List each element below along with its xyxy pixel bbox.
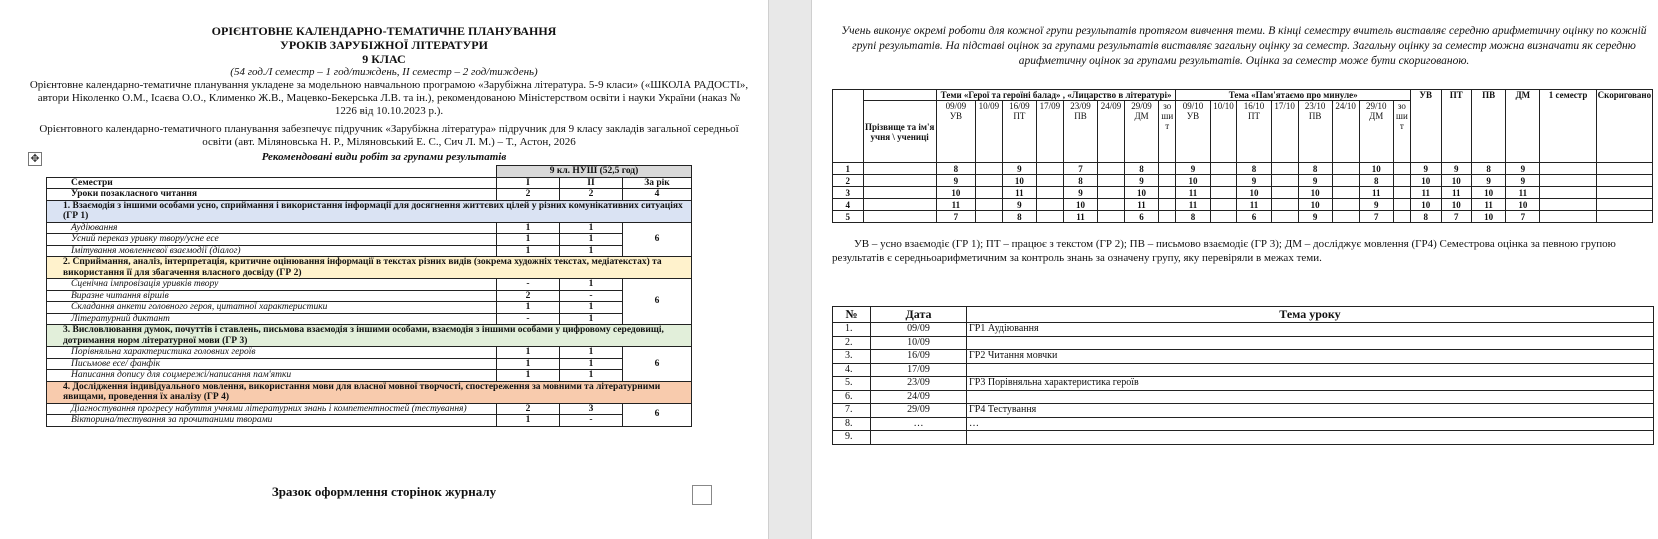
semester-grade-cell[interactable] xyxy=(1540,211,1596,223)
lesson-topic: … xyxy=(967,417,1654,431)
work-ii: 1 xyxy=(560,222,623,234)
grade-cell xyxy=(975,211,1002,223)
lesson-table xyxy=(832,306,1654,445)
dm-grade: 7 xyxy=(1506,211,1540,223)
grade-cell: 10 xyxy=(1298,187,1332,199)
grade-table-body xyxy=(833,163,1653,223)
col-adjusted: Скориговано xyxy=(1596,90,1652,163)
grade-theme-1: Теми «Герої та героїні балад» , «Лицарство в літературі» xyxy=(936,90,1176,101)
grade-cell xyxy=(1210,163,1237,175)
grade-theme-2: Тема «Пам'ятаємо про минуле» xyxy=(1176,90,1411,101)
col-semester-grade: 1 семестр xyxy=(1540,90,1596,163)
lesson-date: 10/09 xyxy=(871,336,967,350)
grade-row xyxy=(833,163,1653,175)
grade-cell xyxy=(1332,163,1359,175)
adjusted-grade-cell[interactable] xyxy=(1596,163,1652,175)
date-col: 17/09 xyxy=(1037,101,1064,163)
col-dm: ДМ xyxy=(1506,90,1540,163)
work-i: - xyxy=(497,313,560,325)
date-col: 29/10 ДМ xyxy=(1359,101,1393,163)
grade-cell: 7 xyxy=(1063,163,1097,175)
lesson-number: 5. xyxy=(833,377,871,391)
grade-row xyxy=(833,211,1653,223)
lesson-date: … xyxy=(871,417,967,431)
grade-cell xyxy=(1159,199,1176,211)
work-label: Діагностування прогресу набуття учнями літературних знань і компетентностей (тестування) xyxy=(47,403,497,415)
document-page-right xyxy=(812,0,1658,539)
student-name-cell[interactable] xyxy=(863,199,936,211)
work-label: Сценічна імпровізація уривків твору xyxy=(47,279,497,291)
grade-cell: 11 xyxy=(1176,199,1210,211)
col-date: Дата xyxy=(871,307,967,323)
grade-cell xyxy=(1098,163,1125,175)
grade-cell: 8 xyxy=(1359,175,1393,187)
reading-i: 2 xyxy=(497,189,560,201)
grade-cell: 11 xyxy=(1063,211,1097,223)
journal-sample-title: Зразок оформлення сторінок журналу xyxy=(271,484,497,499)
student-name-cell[interactable] xyxy=(863,187,936,199)
doc-subtitle: (54 год./І семестр – 1 год/тиждень, ІІ семестр – 2 год/тиждень) xyxy=(230,66,538,78)
work-i: 1 xyxy=(497,222,560,234)
lesson-row xyxy=(833,404,1654,418)
grade-cell xyxy=(1210,199,1237,211)
semester-grade-cell[interactable] xyxy=(1540,163,1596,175)
reading-year: 4 xyxy=(623,189,692,201)
grade-cell: 7 xyxy=(936,211,975,223)
textbook-paragraph: Орієнтовного календарно-тематичного планування забезпечує підручник «Зарубіжна література» підручник для 9 класу закладів загальної середньої освіти (авт. Міляновська Н. Р., Міляновський Е. С., Сич Л. М.) – Т., Астон, 2026 xyxy=(39,123,739,148)
pv-grade: 11 xyxy=(1472,199,1506,211)
dm-grade: 10 xyxy=(1506,199,1540,211)
grade-cell: 6 xyxy=(1237,211,1271,223)
dm-grade: 9 xyxy=(1506,175,1540,187)
grade-cell xyxy=(1037,175,1064,187)
grade-cell: 11 xyxy=(1176,187,1210,199)
table-resize-handle[interactable] xyxy=(692,485,712,505)
lesson-row xyxy=(833,377,1654,391)
grade-cell: 10 xyxy=(936,187,975,199)
lesson-number: 2. xyxy=(833,336,871,350)
grade-cell xyxy=(1393,175,1410,187)
grade-cell xyxy=(975,175,1002,187)
grade-cell: 10 xyxy=(1298,199,1332,211)
grade-cell: 8 xyxy=(1124,163,1158,175)
lesson-row xyxy=(833,363,1654,377)
pv-grade: 10 xyxy=(1472,211,1506,223)
col-pv: ПВ xyxy=(1472,90,1506,163)
uv-grade: 8 xyxy=(1410,211,1441,223)
grade-cell: 8 xyxy=(1002,211,1036,223)
grade-cell: 10 xyxy=(1124,187,1158,199)
reading-ii: 2 xyxy=(560,189,623,201)
table-move-handle-icon[interactable]: ✥ xyxy=(28,152,42,166)
works-table xyxy=(46,165,692,427)
grade-cell xyxy=(975,163,1002,175)
lesson-topic xyxy=(967,390,1654,404)
lesson-date xyxy=(871,431,967,445)
grade-cell xyxy=(1332,175,1359,187)
grade-cell xyxy=(1210,175,1237,187)
semester-grade-cell[interactable] xyxy=(1540,175,1596,187)
date-col: 16/10 ПТ xyxy=(1237,101,1271,163)
work-i: 2 xyxy=(497,403,560,415)
lesson-row xyxy=(833,323,1654,337)
lesson-topic: ГР1 Аудіювання xyxy=(967,323,1654,337)
grade-cell: 9 xyxy=(1359,199,1393,211)
lesson-date: 29/09 xyxy=(871,404,967,418)
grade-cell xyxy=(1393,187,1410,199)
grade-cell xyxy=(1098,187,1125,199)
work-ii: 3 xyxy=(560,403,623,415)
pt-grade: 7 xyxy=(1441,211,1472,223)
adjusted-grade-cell[interactable] xyxy=(1596,187,1652,199)
grade-cell: 9 xyxy=(1063,187,1097,199)
row-number: 3 xyxy=(833,187,864,199)
lesson-topic: ГР3 Порівняльна характеристика героїв xyxy=(967,377,1654,391)
grade-cell xyxy=(1271,175,1298,187)
work-label: Письмове есе/ фанфік xyxy=(47,358,497,370)
work-ii: 1 xyxy=(560,347,623,359)
work-i: 1 xyxy=(497,347,560,359)
work-label: Складання анкети головного героя, цитатної характеристики xyxy=(47,302,497,314)
lesson-number: 1. xyxy=(833,323,871,337)
grade-cell xyxy=(1332,187,1359,199)
pt-grade: 9 xyxy=(1441,163,1472,175)
grade-cell: 8 xyxy=(1176,211,1210,223)
lesson-row xyxy=(833,350,1654,364)
grade-cell xyxy=(1159,187,1176,199)
work-label: Виразне читання віршів xyxy=(47,290,497,302)
grade-cell: 11 xyxy=(1237,199,1271,211)
grade-cell: 9 xyxy=(1002,163,1036,175)
group-year: 6 xyxy=(623,222,692,257)
grade-cell xyxy=(1332,211,1359,223)
grade-cell: 11 xyxy=(1359,187,1393,199)
work-i: 1 xyxy=(497,245,560,257)
reading-label: Уроки позакласного читання xyxy=(47,189,497,201)
lesson-date: 23/09 xyxy=(871,377,967,391)
work-ii: 1 xyxy=(560,302,623,314)
work-ii: - xyxy=(560,415,623,427)
lesson-row xyxy=(833,390,1654,404)
grade-cell xyxy=(1098,199,1125,211)
grade-cell xyxy=(1210,187,1237,199)
work-i: - xyxy=(497,279,560,291)
grade-cell: 6 xyxy=(1124,211,1158,223)
date-col: 10/09 xyxy=(975,101,1002,163)
grade-cell: 9 xyxy=(936,175,975,187)
grade-cell: 9 xyxy=(1176,163,1210,175)
work-ii: 1 xyxy=(560,358,623,370)
adjusted-grade-cell[interactable] xyxy=(1596,199,1652,211)
dm-grade: 9 xyxy=(1506,163,1540,175)
grade-cell: 10 xyxy=(1359,163,1393,175)
group-4-title: 4. Дослідження індивідуального мовлення, використання мови для власної мовної творчості, спостереження за мовними та літературними явищами, проведення їх аналізу (ГР 4) xyxy=(47,381,692,403)
grade-cell xyxy=(1037,163,1064,175)
lesson-row xyxy=(833,417,1654,431)
group-year: 6 xyxy=(623,403,692,426)
pv-grade: 9 xyxy=(1472,175,1506,187)
group-1-title: 1. Взаємодія з іншими особами усно, сприймання і використання інформації для досягнення життєвих цілей у різних комунікативних ситуаціях (ГР 1) xyxy=(47,200,692,222)
lesson-topic xyxy=(967,431,1654,445)
work-ii: 1 xyxy=(560,234,623,246)
grade-cell: 9 xyxy=(1002,199,1036,211)
pt-grade: 10 xyxy=(1441,199,1472,211)
date-col: 23/09 ПВ xyxy=(1063,101,1097,163)
grade-cell xyxy=(1037,199,1064,211)
grade-row xyxy=(833,175,1653,187)
group-2-title: 2. Сприймання, аналіз, інтерпретація, критичне оцінювання інформації в текстах різних видів (зокрема художніх текстах, медіатекстах) та використання її для збагачення власного досвіду (ГР 2) xyxy=(47,257,692,279)
grade-cell: 9 xyxy=(1237,175,1271,187)
grade-cell xyxy=(975,199,1002,211)
work-label: Порівняльна характеристика головних героїв xyxy=(47,347,497,359)
grade-cell xyxy=(1159,175,1176,187)
grade-cell: 8 xyxy=(1298,163,1332,175)
group-year: 6 xyxy=(623,279,692,325)
group-year: 6 xyxy=(623,347,692,382)
grade-cell xyxy=(1098,175,1125,187)
adjusted-grade-cell[interactable] xyxy=(1596,211,1652,223)
grade-cell xyxy=(1393,199,1410,211)
grade-cell xyxy=(1271,187,1298,199)
grade-cell: 10 xyxy=(1063,199,1097,211)
document-page-left xyxy=(0,0,768,539)
grade-cell: 7 xyxy=(1359,211,1393,223)
uv-grade: 10 xyxy=(1410,199,1441,211)
work-label: Аудіювання xyxy=(47,222,497,234)
work-i: 1 xyxy=(497,358,560,370)
lesson-topic: ГР2 Читання мовчки xyxy=(967,350,1654,364)
lesson-row xyxy=(833,336,1654,350)
row-number: 2 xyxy=(833,175,864,187)
student-name-cell[interactable] xyxy=(863,211,936,223)
work-label: Написання допису для соцмережі/написання пам'ятки xyxy=(47,370,497,382)
student-name-cell[interactable] xyxy=(863,163,936,175)
intro-paragraph: Орієнтовне календарно-тематичне планування укладене за модельною навчальною програмою «Зарубіжна література. 5-9 класи» («ШКОЛА РАДОСТІ», автори Ніколенко О.М., Ісаєва О.О., Клименко Ж.В., Мацевко-Бекерська Л.В. та ін.), рекомендованою Міністерством освіти і науки України (наказ № 1226 від 10.10.2023 р.). xyxy=(29,79,749,117)
date-col: 10/10 xyxy=(1210,101,1237,163)
pv-grade: 8 xyxy=(1472,163,1506,175)
adjusted-grade-cell[interactable] xyxy=(1596,175,1652,187)
grade-cell xyxy=(1393,211,1410,223)
grade-cell xyxy=(1037,211,1064,223)
work-i: 1 xyxy=(497,370,560,382)
work-label: Усний переказ уривку твору/усне есе xyxy=(47,234,497,246)
col-student-name: Прізвище та ім'я учня \ учениці xyxy=(863,101,936,163)
pt-grade: 11 xyxy=(1441,187,1472,199)
date-col: 29/09 ДМ xyxy=(1124,101,1158,163)
grade-cell: 8 xyxy=(1063,175,1097,187)
grade-cell xyxy=(1159,211,1176,223)
grade-row xyxy=(833,199,1653,211)
grade-cell: 9 xyxy=(1298,175,1332,187)
doc-title-line-3: 9 КЛАС xyxy=(362,52,406,66)
grade-cell xyxy=(1271,163,1298,175)
col-year: За рік xyxy=(623,177,692,189)
lesson-number: 3. xyxy=(833,350,871,364)
date-col: 16/09 ПТ xyxy=(1002,101,1036,163)
works-caption: Рекомендовані види робіт за групами результатів xyxy=(261,151,507,163)
dm-grade: 11 xyxy=(1506,187,1540,199)
lesson-date: 09/09 xyxy=(871,323,967,337)
date-col: 17/10 xyxy=(1271,101,1298,163)
grade-cell: 8 xyxy=(936,163,975,175)
col-number: № xyxy=(833,307,871,323)
page-gap xyxy=(768,0,812,539)
date-col: 24/09 xyxy=(1098,101,1125,163)
grade-table xyxy=(832,89,1653,223)
doc-title-line-2: УРОКІВ ЗАРУБІЖНОЇ ЛІТЕРАТУРИ xyxy=(280,38,488,52)
grade-cell: 11 xyxy=(1002,187,1036,199)
lesson-date: 17/09 xyxy=(871,363,967,377)
work-i: 2 xyxy=(497,290,560,302)
lesson-number: 6. xyxy=(833,390,871,404)
row-number: 1 xyxy=(833,163,864,175)
lesson-topic xyxy=(967,363,1654,377)
lesson-date: 16/09 xyxy=(871,350,967,364)
grade-cell xyxy=(1159,163,1176,175)
pt-grade: 10 xyxy=(1441,175,1472,187)
pv-grade: 10 xyxy=(1472,187,1506,199)
work-i: 1 xyxy=(497,415,560,427)
lesson-number: 8. xyxy=(833,417,871,431)
grade-cell xyxy=(1271,211,1298,223)
work-ii: 1 xyxy=(560,370,623,382)
uv-grade: 10 xyxy=(1410,175,1441,187)
semester-grade-cell[interactable] xyxy=(1540,187,1596,199)
lesson-topic xyxy=(967,336,1654,350)
lesson-date: 24/09 xyxy=(871,390,967,404)
row-number: 4 xyxy=(833,199,864,211)
work-label: Вікторина/тестування за прочитаними творами xyxy=(47,415,497,427)
grade-cell: 10 xyxy=(1002,175,1036,187)
col-topic: Тема уроку xyxy=(967,307,1654,323)
date-col: 24/10 xyxy=(1332,101,1359,163)
work-ii: - xyxy=(560,290,623,302)
grade-row xyxy=(833,187,1653,199)
grade-cell xyxy=(1098,211,1125,223)
work-ii: 1 xyxy=(560,245,623,257)
lesson-row xyxy=(833,431,1654,445)
group-3-title: 3. Висловлювання думок, почуттів і ставлень, письмова взаємодія з іншими особами, взаємодія з іншими особами у цифровому середовищі, дотримання норм літературної мови (ГР 3) xyxy=(47,325,692,347)
date-col: 09/10 УВ xyxy=(1176,101,1210,163)
works-top-header: 9 кл. НУШ (52,5 год) xyxy=(497,166,692,178)
grade-cell xyxy=(1393,163,1410,175)
grade-cell: 8 xyxy=(1237,163,1271,175)
grade-cell xyxy=(1037,187,1064,199)
lesson-number: 4. xyxy=(833,363,871,377)
col-uv: УВ xyxy=(1410,90,1441,163)
col-semester-2: ІІ xyxy=(560,177,623,189)
row-number: 5 xyxy=(833,211,864,223)
work-ii: 1 xyxy=(560,313,623,325)
col-pt: ПТ xyxy=(1441,90,1472,163)
notebook-col: зошит xyxy=(1393,101,1410,163)
legend-paragraph: УВ – усно взаємодіє (ГР 1); ПТ – працює з текстом (ГР 2); ПВ – письмово взаємодіє (ГР 3); ДМ – досліджує мовлення (ГР4) Семестрова оцінка за певною групою результатів є середньоарифметичним за контроль знань за означену групу, яку перевіряли в межах теми. xyxy=(832,238,1616,264)
grade-cell xyxy=(975,187,1002,199)
uv-grade: 11 xyxy=(1410,187,1441,199)
grade-cell: 9 xyxy=(1298,211,1332,223)
grade-cell: 10 xyxy=(1237,187,1271,199)
uv-grade: 9 xyxy=(1410,163,1441,175)
col-semester-1: І xyxy=(497,177,560,189)
date-col: 23/10 ПВ xyxy=(1298,101,1332,163)
doc-title-line-1: ОРІЄНТОВНЕ КАЛЕНДАРНО-ТЕМАТИЧНЕ ПЛАНУВАННЯ xyxy=(211,24,557,38)
grade-cell: 9 xyxy=(1124,175,1158,187)
grading-paragraph: Учень виконує окремі роботи для кожної групи результатів протягом вивчення теми. В кінці семестру вчитель виставляє середню арифметичну оцінку по кожній групі результатів. На підставі оцінок за групами результатів виставляє загальну оцінку за семестр. Загальну оцінку за семестр можна визначати як середню арифметичну оцінок за групами результатів. Оцінка за семестр може бути скоригованою. xyxy=(841,25,1647,67)
work-i: 1 xyxy=(497,234,560,246)
grade-cell: 11 xyxy=(936,199,975,211)
grade-cell xyxy=(1332,199,1359,211)
lesson-number: 7. xyxy=(833,404,871,418)
lesson-number: 9. xyxy=(833,431,871,445)
grade-cell: 10 xyxy=(1176,175,1210,187)
date-col: 09/09 УВ xyxy=(936,101,975,163)
work-label: Імітування мовленнєвої взаємодії (діалог) xyxy=(47,245,497,257)
semester-grade-cell[interactable] xyxy=(1540,199,1596,211)
notebook-col: зошит xyxy=(1159,101,1176,163)
grade-cell xyxy=(1210,211,1237,223)
work-label: Літературний диктант xyxy=(47,313,497,325)
lesson-topic: ГР4 Тестування xyxy=(967,404,1654,418)
student-name-cell[interactable] xyxy=(863,175,936,187)
grade-cell: 11 xyxy=(1124,199,1158,211)
grade-cell xyxy=(1271,199,1298,211)
lesson-table-body xyxy=(833,323,1654,445)
work-i: 1 xyxy=(497,302,560,314)
work-ii: 1 xyxy=(560,279,623,291)
col-semesters: Семестри xyxy=(47,177,497,189)
